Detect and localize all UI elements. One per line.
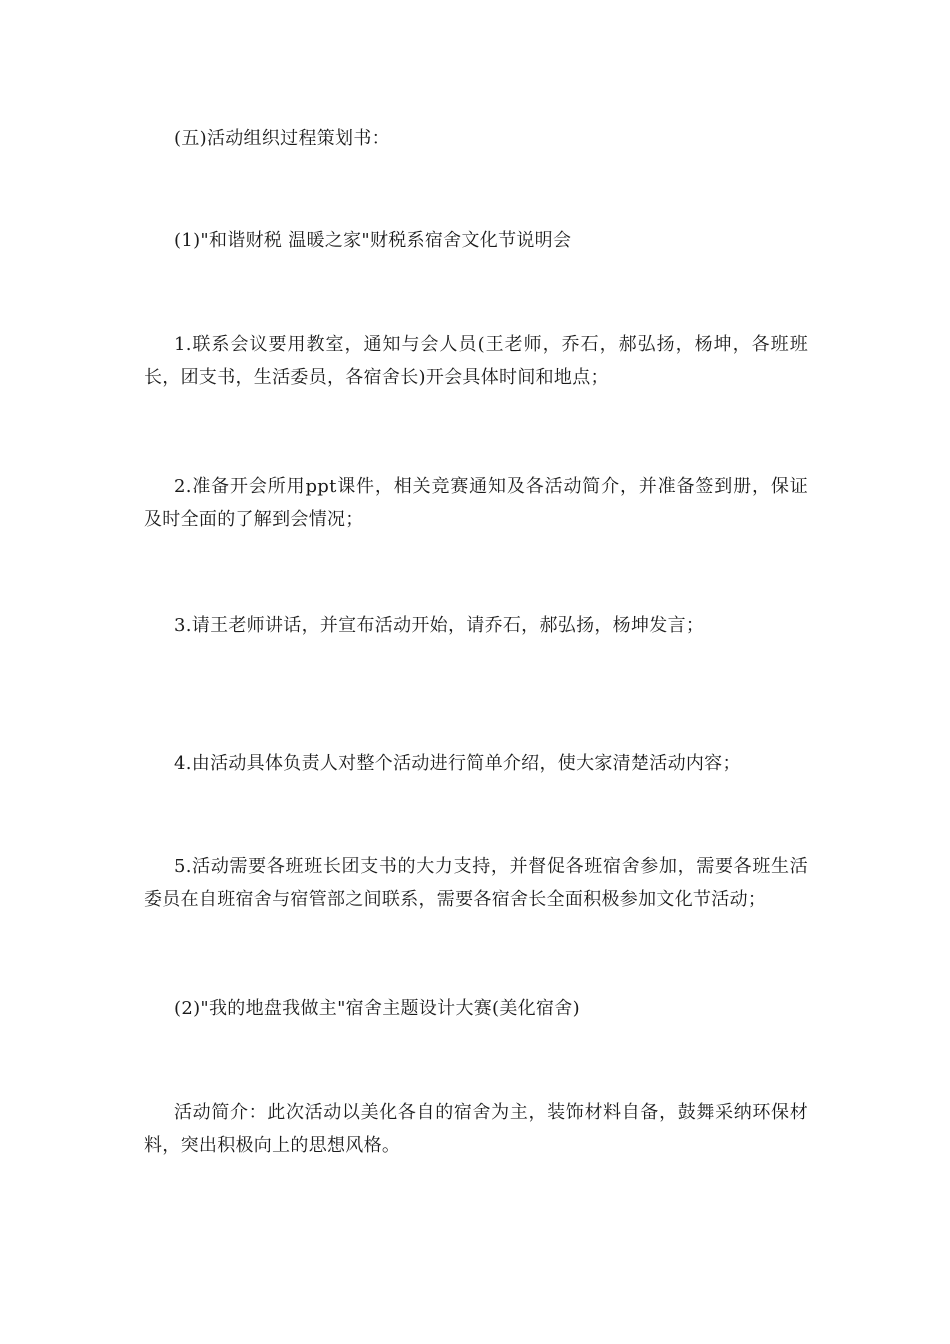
activity-intro: 活动简介：此次活动以美化各自的宿舍为主，装饰材料自备，鼓舞采纳环保材料，突出积极向上的思想风格。 [144, 1102, 808, 1156]
subsection-heading-1: (1)"和谐财税 温暖之家"财税系宿舍文化节说明会 [174, 230, 572, 251]
list-item-3: 3.请王老师讲话，并宣布活动开始，请乔石，郝弘扬，杨坤发言； [174, 615, 705, 636]
list-item-4: 4.由活动具体负责人对整个活动进行简单介绍，使大家清楚活动内容； [174, 753, 741, 774]
list-item-1: 1.联系会议要用教室，通知与会人员(王老师，乔石，郝弘扬，杨坤，各班班长，团支书，生活委员，各宿舍长)开会具体时间和地点； [144, 334, 808, 388]
list-item-2: 2.准备开会所用ppt课件，相关竞赛通知及各活动简介，并准备签到册，保证及时全面的了解到会情况； [144, 476, 808, 530]
subsection-heading-2: (2)"我的地盘我做主"宿舍主题设计大赛(美化宿舍) [174, 998, 580, 1019]
section-heading: (五)活动组织过程策划书： [174, 128, 390, 149]
list-item-5: 5.活动需要各班班长团支书的大力支持，并督促各班宿舍参加，需要各班生活委员在自班宿舍与宿管部之间联系，需要各宿舍长全面积极参加文化节活动； [144, 856, 808, 910]
